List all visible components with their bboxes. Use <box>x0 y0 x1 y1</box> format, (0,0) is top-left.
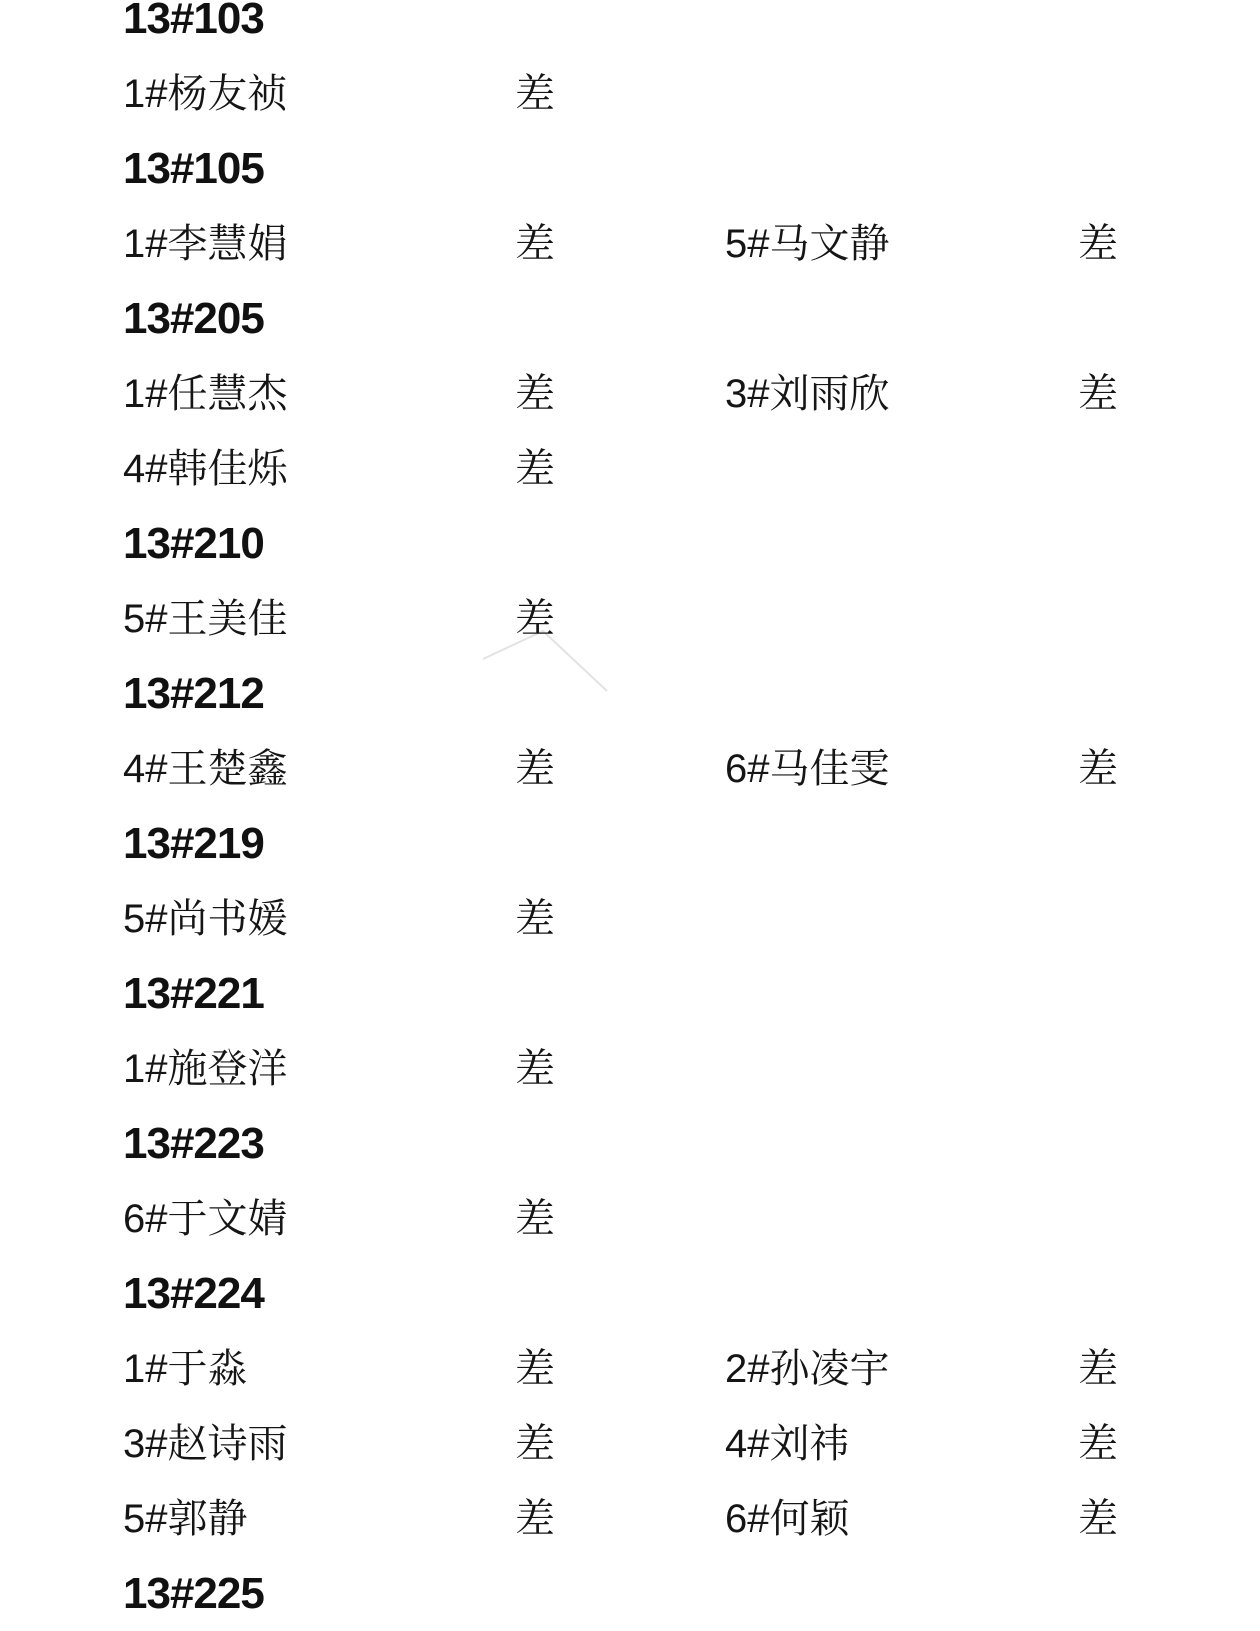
room-heading-row <box>0 0 1260 56</box>
resident-name: 3#刘雨欣 <box>725 371 890 416</box>
resident-row <box>0 1031 1260 1106</box>
resident-row <box>0 206 1260 281</box>
resident-name: 6#于文婧 <box>123 1196 288 1241</box>
grade-value: 差 <box>515 221 555 266</box>
resident-row <box>0 731 1260 806</box>
room-number-heading: 13#205 <box>123 293 264 343</box>
room-number-heading: 13#225 <box>123 1568 264 1618</box>
resident-name: 5#马文静 <box>725 221 890 266</box>
grade-value: 差 <box>515 1346 555 1391</box>
grade-value: 差 <box>515 71 555 116</box>
room-number-heading: 13#210 <box>123 518 264 568</box>
grade-value: 差 <box>515 1046 555 1091</box>
resident-name: 1#于淼 <box>123 1346 248 1391</box>
grade-value: 差 <box>515 1196 555 1241</box>
room-number-heading: 13#224 <box>123 1268 264 1318</box>
grade-value: 差 <box>515 1421 555 1466</box>
room-heading-row <box>0 506 1260 581</box>
resident-row <box>0 56 1260 131</box>
grade-value: 差 <box>1078 1346 1118 1391</box>
room-heading-row <box>0 656 1260 731</box>
room-number-heading: 13#221 <box>123 968 264 1018</box>
resident-name: 4#韩佳烁 <box>123 446 288 491</box>
resident-name: 1#施登洋 <box>123 1046 288 1091</box>
resident-name: 1#任慧杰 <box>123 371 288 416</box>
resident-name: 3#赵诗雨 <box>123 1421 288 1466</box>
grade-value: 差 <box>1078 371 1118 416</box>
room-heading-row <box>0 1256 1260 1331</box>
resident-row <box>0 1406 1260 1481</box>
resident-name: 2#孙凌宇 <box>725 1346 890 1391</box>
resident-name: 5#尚书媛 <box>123 896 288 941</box>
grade-value: 差 <box>515 371 555 416</box>
resident-name: 5#郭静 <box>123 1496 248 1541</box>
grade-value: 差 <box>515 1496 555 1541</box>
resident-row <box>0 581 1260 656</box>
room-number-heading: 13#103 <box>123 0 264 43</box>
resident-row <box>0 881 1260 956</box>
room-number-heading: 13#223 <box>123 1118 264 1168</box>
room-heading-row <box>0 1106 1260 1181</box>
resident-name: 4#刘祎 <box>725 1421 850 1466</box>
grade-value: 差 <box>515 896 555 941</box>
room-number-heading: 13#212 <box>123 668 264 718</box>
grade-value: 差 <box>1078 746 1118 791</box>
resident-row <box>0 1481 1260 1556</box>
room-number-heading: 13#105 <box>123 143 264 193</box>
resident-row <box>0 1331 1260 1406</box>
grade-value: 差 <box>515 596 555 641</box>
grade-value: 差 <box>1078 221 1118 266</box>
resident-row <box>0 1181 1260 1256</box>
grade-value: 差 <box>515 446 555 491</box>
grade-value: 差 <box>1078 1421 1118 1466</box>
room-heading-row <box>0 956 1260 1031</box>
grade-value: 差 <box>515 746 555 791</box>
resident-row <box>0 431 1260 506</box>
resident-row <box>0 356 1260 431</box>
room-heading-row <box>0 806 1260 881</box>
room-heading-row <box>0 1556 1260 1631</box>
resident-name: 6#马佳雯 <box>725 746 890 791</box>
resident-name: 5#王美佳 <box>123 596 288 641</box>
room-heading-row <box>0 131 1260 206</box>
grade-value: 差 <box>1078 1496 1118 1541</box>
resident-name: 6#何颖 <box>725 1496 850 1541</box>
room-heading-row <box>0 281 1260 356</box>
resident-name: 1#杨友祯 <box>123 71 288 116</box>
room-number-heading: 13#219 <box>123 818 264 868</box>
resident-name: 1#李慧娟 <box>123 221 288 266</box>
resident-name: 4#王楚鑫 <box>123 746 288 791</box>
